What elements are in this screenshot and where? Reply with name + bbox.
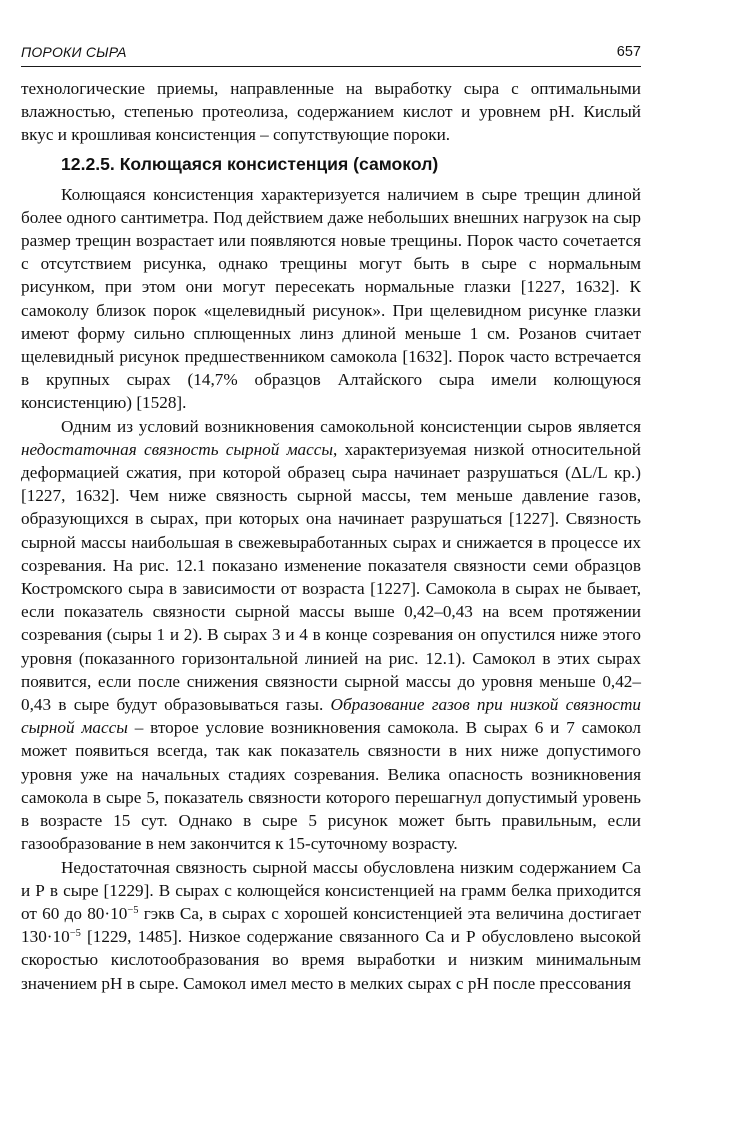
paragraph-text: – второе условие возникновения самокола. В сырах 6 и 7 самокол может появиться всегда, так как показатель связности в них ниже допустимого уровня уже на начальных стадиях созревания. Велика опасность возникновения самокола в сыре 5, показатель связности которого перешагнул допустимый уровень в возрасте 15 сут. Однако в сыре 5 рисунок может быть правильным, если газообразование в нем закончится к 15-суточному возрасту.	[21, 718, 641, 854]
page-number: 657	[616, 44, 641, 60]
paragraph-text: [1229, 1485]. Низкое содержание связанного Са и Р обусловлено высокой скоростью кислотообразования во время выработки и низким минимальным значением рН в сыре. Самокол имел место в мелких сырах с рН после прессования	[21, 927, 641, 993]
paragraph-text: гэкв Са, в сырах с хорошей консистенцией эта величина достигает 130·10	[21, 903, 641, 947]
running-title: ПОРОКИ СЫРА	[21, 44, 127, 60]
paragraph-text: Одним из условий возникновения самокольной консистенции сыров является	[61, 416, 641, 436]
exponent: −5	[69, 928, 81, 940]
paragraph-text: , характеризуемая низкой относительной деформацией сжатия, при которой образец сыра начинает разрушаться (ΔL/L кр.) [1227, 1632]. Чем ниже связность сырной массы, тем меньше давление газов, образующихся в сырах, при которых она начинает разрушаться [1227]. Связность сырной массы наибольшая в свежевыработанных сырах и снижается в процессе их созревания. На рис. 12.1 показано изменение показателя связности семи образцов Костромского сыра в зависимости от возраста [1227]. Самокола в сырах не бывает, если показатель связности сырной массы выше 0,42–0,43 на всем протяжении созревания (сыры 1 и 2). В сырах 3 и 4 в конце созревания он опустился ниже этого уровня (показанного горизонтальной линией на рис. 12.1). Самокол в этих сырах появится, если после снижения связности сырной массы до уровня меньше 0,42–0,43 в сыре будут образовываться газы.	[21, 439, 641, 715]
running-header	[21, 42, 641, 67]
exponent: −5	[127, 904, 139, 916]
paragraph-crack-definition: Колющаяся консистенция характеризуется наличием в сыре трещин длиной более одного сантиметра. Под действием даже небольших внешних нагрузок на сыр размер трещин возрастает или появляются новые трещины. Порок часто сочетается с отсутствием рисунка, однако трещины могут быть в сыре с нормальным рисунком, при этом они могут пересекать нормальные глазки [1227, 1632]. К самоколу близок порок «щелевидный рисунок». При щелевидном рисунке глазки имеют форму сильно сплющенных линз длиной меньше 1 см. Розанов считает щелевидный рисунок предшественником самокола [1632]. Порок часто встречается в крупных сырах (14,7% образцов Алтайского сыра имели колющуюся консистенцию) [1528].	[21, 184, 641, 413]
paragraph-calcium-content	[21, 856, 641, 995]
emphasis-gas-formation: Образование газов при низкой связности сырной массы	[21, 695, 641, 738]
paragraph-text: Недостаточная связность сырной массы обусловлена низким содержанием Са и Р в сыре [1229]. В сырах с колющейся консистенцией на грамм белка приходится от 60 до 80·10	[21, 857, 641, 923]
section-heading: 12.2.5. Колющаяся консистенция (самокол)	[61, 153, 439, 174]
body-text	[21, 77, 641, 995]
paragraph-cohesion-conditions	[21, 415, 641, 856]
emphasis-cohesion: недостаточная связность сырной массы	[21, 439, 334, 459]
intro-paragraph: технологические приемы, направленные на выработку сыра с оптимальными влажностью, степенью протеолиза, содержанием кислот и уровнем рН. Кислый вкус и крошливая консистенция – сопутствующие пороки.	[21, 79, 641, 145]
